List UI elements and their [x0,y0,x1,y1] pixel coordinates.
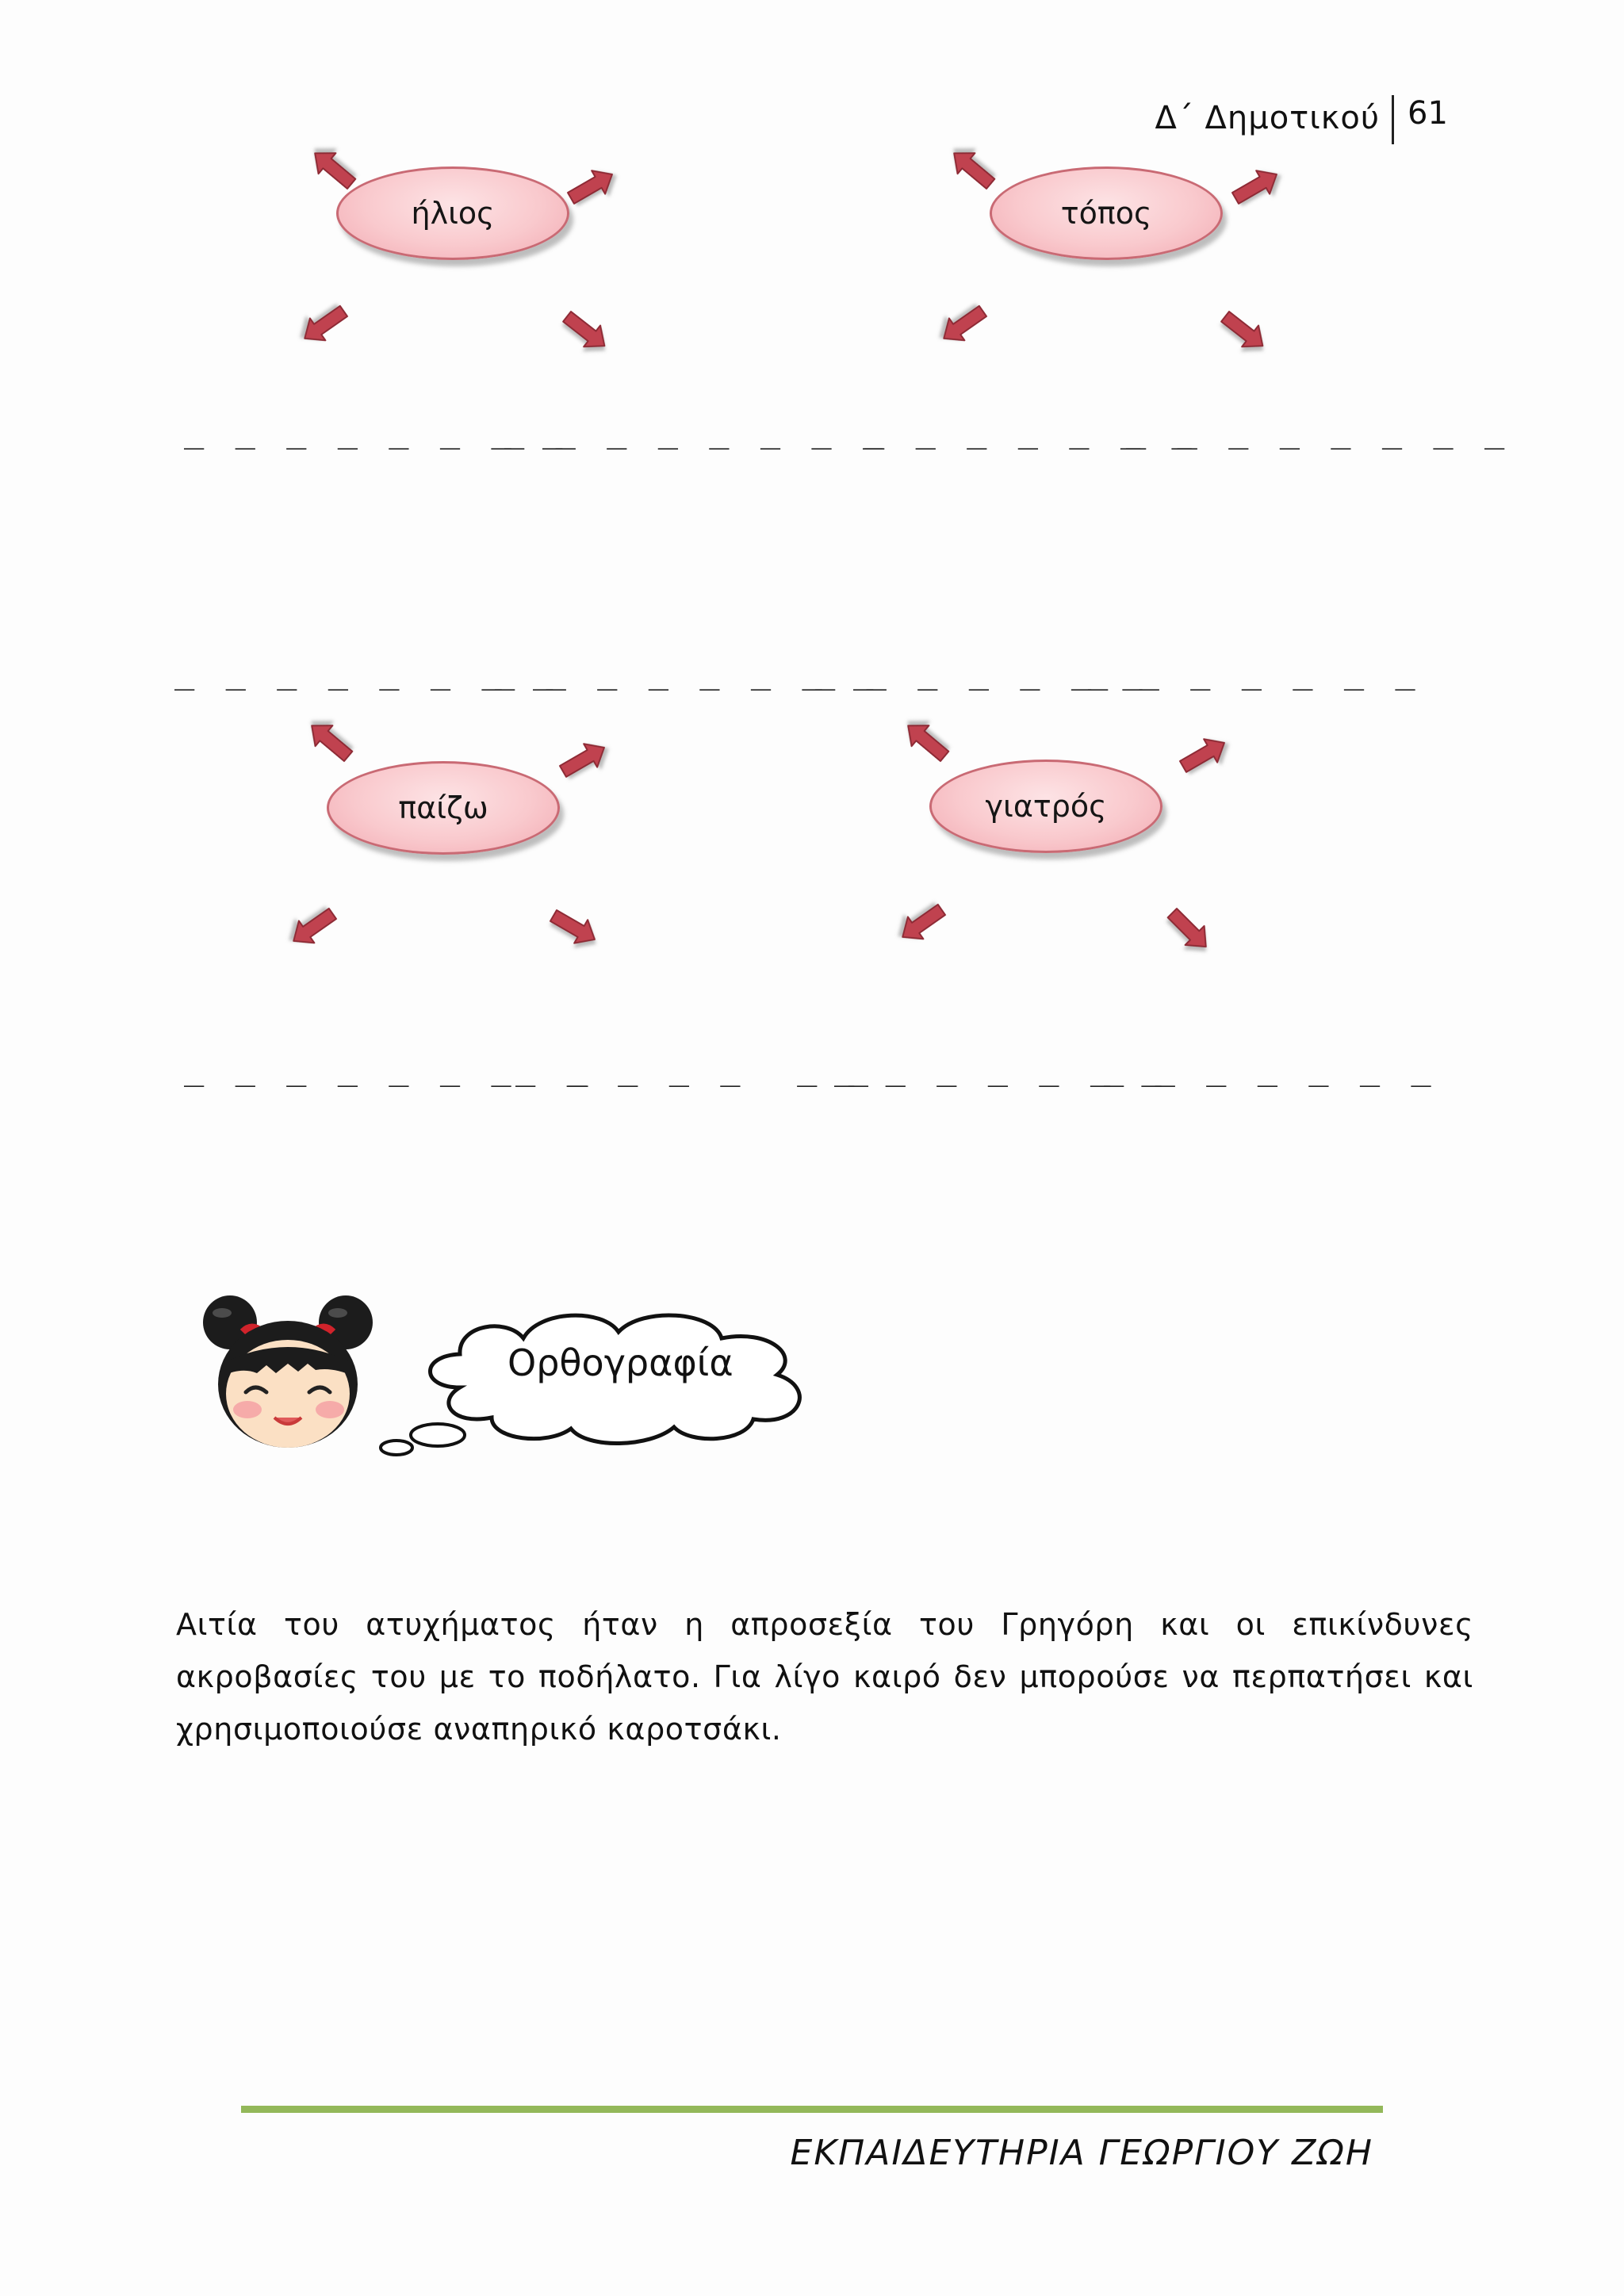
answer-blank: _ _ _ _ _ _ _ _ [504,411,889,450]
word-bubble-paizo: παίζω [327,761,560,855]
arrow-down-left-icon [891,904,963,959]
word-bubble-giatros: γιατρός [929,760,1162,853]
section-title: Ορθογραφία [508,1341,733,1384]
header-divider [1392,95,1394,144]
answer-blank: _ _ _ _ _ _ _ _ [495,652,879,691]
answer-blank: _ _ _ _ _ _ _ [515,1048,875,1087]
answer-blank: _ _ _ _ _ _ _ _ [1126,411,1511,450]
arrow-up-right-icon [555,155,626,210]
word-bubble-ilios: ήλιος [336,166,569,260]
arrow-up-left-icon [290,715,362,779]
answer-blank: _ _ _ _ _ _ _ [815,652,1148,691]
arrow-down-right-icon [1220,305,1291,369]
arrow-up-left-icon [887,715,958,779]
arrow-up-right-icon [547,728,619,783]
answer-blank: _ _ _ _ _ _ _ [1104,1048,1437,1087]
girl-face-icon [197,1291,379,1449]
dictation-paragraph: Αιτία του ατυχήματος ήταν η απροσεξία του Γρηγόρη και οι επικίνδυνες ακροβασίες του με το ποδήλατο. Για λίγο καιρό δεν μπορούσε να περπατήσει και χρησιμοποιούσε αναπηρικό καροτσάκι. [176,1607,1473,1747]
grade-label: Δ΄ Δημοτικού [1155,100,1380,136]
arrow-down-right-icon [1167,902,1239,966]
answer-blank: _ _ _ _ _ _ _ _ [184,411,569,450]
answer-blank: _ _ _ _ _ _ _ [1088,652,1421,691]
answer-blank: _ _ _ _ _ _ _ _ [184,1048,594,1087]
arrow-up-right-icon [1167,723,1239,779]
answer-blank: _ _ _ _ _ _ _ _ [174,652,559,691]
arrow-up-right-icon [1220,155,1291,210]
arrow-down-right-icon [561,305,633,369]
answer-blank: _ _ _ _ _ _ _ [834,1048,1167,1087]
arrow-down-left-icon [282,908,354,963]
arrow-up-left-icon [933,143,1004,206]
word-bubble-topos: τόπος [990,166,1223,260]
arrow-down-right-icon [547,904,619,967]
footer-rule [241,2106,1383,2113]
arrow-down-left-icon [293,305,365,361]
arrow-down-left-icon [933,305,1004,361]
page-header [1155,95,1467,144]
page-number: 61 [1408,95,1448,132]
answer-blank: _ _ _ _ _ _ _ [864,411,1197,450]
footer-text: ΕΚΠΑΙΔΕΥΤΗΡΙΑ ΓΕΩΡΓΙΟΥ ΖΩΗ [790,2133,1373,2173]
arrow-up-left-icon [293,143,365,206]
